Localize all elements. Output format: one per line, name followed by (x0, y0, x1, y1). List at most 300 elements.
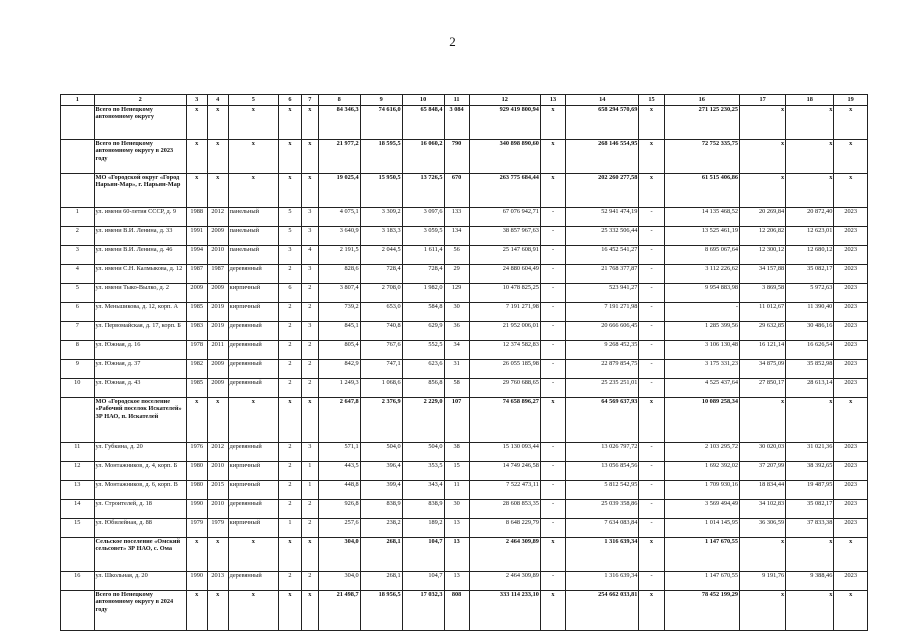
table-cell: х (228, 398, 278, 443)
table-cell: 2 708,0 (360, 284, 402, 303)
table-cell: 2 (278, 500, 301, 519)
table-cell: деревянный (228, 443, 278, 462)
table-row (61, 462, 868, 481)
address-cell: МО «Городское поселение «Рабочий поселок Искателей» ЗР НАО, п. Искателей (94, 398, 186, 443)
table-cell: 13 726,5 (402, 174, 444, 208)
table-cell: 2 (302, 303, 319, 322)
table-cell: х (639, 398, 664, 443)
table-cell: 2019 (207, 322, 228, 341)
table-cell: 838,9 (360, 500, 402, 519)
table-cell: 2023 (834, 462, 868, 481)
header-cell: 8 (318, 95, 360, 106)
table-cell: 129 (444, 284, 469, 303)
table-cell: 2 (278, 322, 301, 341)
table-cell: 25 332 506,44 (566, 227, 639, 246)
table-cell: 13 (444, 519, 469, 538)
table-cell: 2023 (834, 284, 868, 303)
table-cell: 2019 (207, 303, 228, 322)
table-body (61, 95, 868, 631)
table-cell: 29 632,85 (740, 322, 786, 341)
table-row (61, 341, 868, 360)
table-cell: 65 848,4 (402, 106, 444, 140)
table-cell: 3 059,5 (402, 227, 444, 246)
table-cell: 9 191,76 (740, 572, 786, 591)
table-cell: - (639, 341, 664, 360)
table-cell: - (540, 265, 565, 284)
table-cell: 3 084 (444, 106, 469, 140)
table-cell: 2 (278, 360, 301, 379)
table-cell: 7 191 271,98 (566, 303, 639, 322)
table-cell: 443,5 (318, 462, 360, 481)
table-cell: 3 106 130,48 (664, 341, 739, 360)
table-cell: 22 879 854,75 (566, 360, 639, 379)
table-cell: 670 (444, 174, 469, 208)
table-cell: х (834, 538, 868, 572)
table-cell: 35 082,17 (786, 265, 834, 284)
table-cell: 3 (302, 265, 319, 284)
table-cell: 238,2 (360, 519, 402, 538)
table-cell: 2 (278, 443, 301, 462)
header-cell: 1 (61, 95, 95, 106)
table-cell: 20 666 606,45 (566, 322, 639, 341)
table-cell: 1980 (186, 481, 207, 500)
table-cell: х (740, 140, 786, 174)
table-cell: деревянный (228, 265, 278, 284)
table-cell: 1 709 930,16 (664, 481, 739, 500)
table-cell: 19 025,4 (318, 174, 360, 208)
table-cell: - (540, 360, 565, 379)
table-cell: 7 634 083,84 (566, 519, 639, 538)
table-cell: 13 (444, 572, 469, 591)
table-cell: 2023 (834, 443, 868, 462)
table-cell: 17 032,3 (402, 591, 444, 631)
table-cell (61, 398, 95, 443)
table-cell: 31 021,36 (786, 443, 834, 462)
table-row (61, 379, 868, 398)
table-cell: кирпичный (228, 284, 278, 303)
table-cell: х (186, 140, 207, 174)
table-cell: 2 (61, 227, 95, 246)
table-cell: 271 125 230,25 (664, 106, 739, 140)
table-cell: 739,2 (318, 303, 360, 322)
table-cell: 134 (444, 227, 469, 246)
address-cell: ул. Первомайская, д. 17, корп. Б (94, 322, 186, 341)
table-cell: - (639, 208, 664, 227)
table-cell: 629,9 (402, 322, 444, 341)
table-cell: 30 (444, 303, 469, 322)
table-cell: 13 056 854,56 (566, 462, 639, 481)
table-cell: 5 812 542,95 (566, 481, 639, 500)
table-cell: 2009 (207, 284, 228, 303)
table-cell: 396,4 (360, 462, 402, 481)
table-cell: 257,6 (318, 519, 360, 538)
table-cell: х (639, 140, 664, 174)
table-cell: 1987 (186, 265, 207, 284)
table-cell: 21 498,7 (318, 591, 360, 631)
table-cell: 1 (302, 462, 319, 481)
table-cell: 523 941,27 (566, 284, 639, 303)
table-cell: - (540, 462, 565, 481)
table-cell: х (186, 174, 207, 208)
table-cell: 16 (61, 572, 95, 591)
table-cell: х (278, 591, 301, 631)
table-cell: 399,4 (360, 481, 402, 500)
table-cell: 2 464 309,89 (469, 538, 540, 572)
table-cell: х (834, 174, 868, 208)
table-cell: 4 (61, 265, 95, 284)
table-cell: 2023 (834, 360, 868, 379)
table-cell: 6 (61, 303, 95, 322)
table-cell: - (540, 519, 565, 538)
table-cell: 34 102,83 (740, 500, 786, 519)
table-row (61, 246, 868, 265)
table-cell: 2023 (834, 500, 868, 519)
table-cell: 25 147 608,91 (469, 246, 540, 265)
table-cell: 28 608 853,35 (469, 500, 540, 519)
table-cell: 21 977,2 (318, 140, 360, 174)
header-cell: 16 (664, 95, 739, 106)
table-cell: - (540, 208, 565, 227)
summary-row (61, 140, 868, 174)
table-cell: 24 880 604,49 (469, 265, 540, 284)
table-cell: х (278, 398, 301, 443)
address-cell: Всего по Ненецкому автономному округу (94, 106, 186, 140)
address-cell: ул. Южная, д. 16 (94, 341, 186, 360)
table-cell: 268,1 (360, 572, 402, 591)
housing-table (60, 94, 868, 631)
table-cell: 584,8 (402, 303, 444, 322)
summary-row (61, 591, 868, 631)
table-cell: х (228, 591, 278, 631)
table-cell: 1979 (186, 519, 207, 538)
table-cell (61, 140, 95, 174)
table-cell: 14 (61, 500, 95, 519)
table-cell: 9 388,46 (786, 572, 834, 591)
table-cell: 58 (444, 379, 469, 398)
table-cell: 11 (61, 443, 95, 462)
table-cell: 9 (61, 360, 95, 379)
table-cell: 343,4 (402, 481, 444, 500)
table-cell: 18 595,5 (360, 140, 402, 174)
table-cell: 5 (278, 208, 301, 227)
table-cell: х (302, 174, 319, 208)
table-cell: х (834, 398, 868, 443)
address-cell: ул. Меньшикова, д. 12, корп. А (94, 303, 186, 322)
table-cell: 52 941 474,19 (566, 208, 639, 227)
address-cell: ул. имени В.И. Ленина, д. 33 (94, 227, 186, 246)
table-cell: 333 114 233,10 (469, 591, 540, 631)
table-cell: 2 (278, 379, 301, 398)
table-cell: 2023 (834, 208, 868, 227)
table-cell: 12 206,82 (740, 227, 786, 246)
table-cell: 16 626,54 (786, 341, 834, 360)
table-cell: 929 419 800,94 (469, 106, 540, 140)
table-cell: - (540, 227, 565, 246)
table-cell: 1983 (186, 322, 207, 341)
table-cell: 104,7 (402, 572, 444, 591)
table-cell: 2 647,8 (318, 398, 360, 443)
table-cell: 2012 (207, 208, 228, 227)
table-cell: 1 (61, 208, 95, 227)
table-cell: 353,5 (402, 462, 444, 481)
table-cell: 2023 (834, 341, 868, 360)
table-cell: 12 680,12 (786, 246, 834, 265)
table-cell: 9 268 452,35 (566, 341, 639, 360)
table-cell: 3 869,58 (740, 284, 786, 303)
table-cell: х (186, 106, 207, 140)
table-cell: - (639, 360, 664, 379)
table-cell: 805,4 (318, 341, 360, 360)
address-cell: ул. Строителей, д. 18 (94, 500, 186, 519)
table-cell: х (786, 398, 834, 443)
header-cell: 7 (302, 95, 319, 106)
table-cell: х (639, 538, 664, 572)
table-cell: - (639, 572, 664, 591)
table-cell: х (639, 591, 664, 631)
table-cell: 3 640,9 (318, 227, 360, 246)
table-cell: 12 (61, 462, 95, 481)
header-cell: 11 (444, 95, 469, 106)
table-cell: 2012 (207, 443, 228, 462)
table-cell: 3 183,3 (360, 227, 402, 246)
table-cell: 1985 (186, 379, 207, 398)
table-cell: 5 (278, 227, 301, 246)
header-cell: 2 (94, 95, 186, 106)
table-cell: 1990 (186, 500, 207, 519)
table-cell: 2 (302, 360, 319, 379)
table-cell: 21 952 006,01 (469, 322, 540, 341)
table-cell: 1 147 670,55 (664, 538, 739, 572)
table-row (61, 443, 868, 462)
table-cell: х (228, 174, 278, 208)
table-cell: - (540, 284, 565, 303)
table-cell: 3 175 331,23 (664, 360, 739, 379)
table-cell: 1976 (186, 443, 207, 462)
table-cell: 2 (302, 519, 319, 538)
table-cell: 10 089 258,34 (664, 398, 739, 443)
table-cell: - (639, 379, 664, 398)
table-cell: 3 807,4 (318, 284, 360, 303)
summary-row (61, 398, 868, 443)
table-cell: - (639, 462, 664, 481)
table-cell: 838,9 (402, 500, 444, 519)
table-cell: - (639, 519, 664, 538)
table-cell: 15 (61, 519, 95, 538)
table-cell: 78 452 199,29 (664, 591, 739, 631)
table-cell: х (207, 538, 228, 572)
table-cell: 2010 (207, 246, 228, 265)
table-cell: 7 (61, 322, 95, 341)
table-cell: 30 486,16 (786, 322, 834, 341)
table-cell: деревянный (228, 572, 278, 591)
table-cell: 747,1 (360, 360, 402, 379)
table-cell: 1 611,4 (402, 246, 444, 265)
table-cell: х (740, 174, 786, 208)
table-cell: 808 (444, 591, 469, 631)
table-cell: 842,9 (318, 360, 360, 379)
table-cell: 30 020,03 (740, 443, 786, 462)
table-cell: 31 (444, 360, 469, 379)
table-cell: - (639, 246, 664, 265)
table-cell (61, 174, 95, 208)
table-cell: 2 (278, 341, 301, 360)
table-cell: 56 (444, 246, 469, 265)
table-cell: 2023 (834, 322, 868, 341)
table-cell: 1985 (186, 303, 207, 322)
address-cell: ул. имени 60-летия СССР, д. 9 (94, 208, 186, 227)
table-cell: 14 749 246,58 (469, 462, 540, 481)
table-cell: - (639, 265, 664, 284)
table-cell: 1 982,0 (402, 284, 444, 303)
table-cell: 2011 (207, 341, 228, 360)
table-cell: - (540, 443, 565, 462)
table-cell: 448,8 (318, 481, 360, 500)
table-row (61, 500, 868, 519)
table-cell: 1 068,6 (360, 379, 402, 398)
table-cell: х (302, 140, 319, 174)
table-cell: 623,6 (402, 360, 444, 379)
table-cell: х (228, 538, 278, 572)
table-cell: 38 857 967,63 (469, 227, 540, 246)
table-cell: - (664, 303, 739, 322)
table-cell: 21 768 377,87 (566, 265, 639, 284)
header-cell: 14 (566, 95, 639, 106)
table-cell: 189,2 (402, 519, 444, 538)
table-cell: 67 076 942,71 (469, 208, 540, 227)
table-cell: 64 569 637,93 (566, 398, 639, 443)
table-cell: - (639, 303, 664, 322)
table-cell: х (740, 538, 786, 572)
table-cell: 504,0 (402, 443, 444, 462)
table-cell: 20 872,40 (786, 208, 834, 227)
table-cell: панельный (228, 208, 278, 227)
table-cell: 4 525 437,64 (664, 379, 739, 398)
table-cell: х (278, 140, 301, 174)
table-cell: 3 309,2 (360, 208, 402, 227)
table-cell: 30 (444, 500, 469, 519)
table-cell: - (540, 500, 565, 519)
table-cell: 2023 (834, 379, 868, 398)
table-cell: 3 (302, 208, 319, 227)
table-cell: панельный (228, 227, 278, 246)
table-cell: х (186, 398, 207, 443)
table-cell: х (786, 591, 834, 631)
table-cell: х (207, 174, 228, 208)
table-cell: 72 752 335,75 (664, 140, 739, 174)
table-row (61, 208, 868, 227)
table-cell: 36 (444, 322, 469, 341)
table-cell: 28 613,14 (786, 379, 834, 398)
table-cell: 2023 (834, 572, 868, 591)
table-cell: - (540, 379, 565, 398)
table-cell: панельный (228, 246, 278, 265)
table-cell: 2 (302, 572, 319, 591)
table-cell: 268,1 (360, 538, 402, 572)
table-cell: 2 (302, 341, 319, 360)
table-cell: 2023 (834, 227, 868, 246)
table-cell: 15 950,5 (360, 174, 402, 208)
table-cell: 1994 (186, 246, 207, 265)
table-row (61, 303, 868, 322)
table-cell: х (786, 140, 834, 174)
table-cell: 38 392,65 (786, 462, 834, 481)
table-cell: х (278, 538, 301, 572)
table-cell: 6 (278, 284, 301, 303)
table-row (61, 572, 868, 591)
table-cell: х (639, 106, 664, 140)
address-cell: ул. имени С.Н. Калмыкова, д. 12 (94, 265, 186, 284)
table-cell: х (207, 398, 228, 443)
table-cell: 16 452 541,27 (566, 246, 639, 265)
table-cell: 1980 (186, 462, 207, 481)
address-cell: Всего по Ненецкому автономному округу в 2023 году (94, 140, 186, 174)
address-cell: ул. Юбилейная, д. 88 (94, 519, 186, 538)
table-cell: 2 (302, 379, 319, 398)
table-cell: 2 (278, 303, 301, 322)
table-cell: 13 525 461,19 (664, 227, 739, 246)
table-cell: 3 (302, 227, 319, 246)
table-cell: 3 (61, 246, 95, 265)
table-cell: 2009 (207, 360, 228, 379)
table-cell: х (540, 174, 565, 208)
table-cell: х (207, 591, 228, 631)
table-cell: 856,8 (402, 379, 444, 398)
table-cell: 35 852,98 (786, 360, 834, 379)
table-cell: 35 082,17 (786, 500, 834, 519)
table-cell: х (740, 106, 786, 140)
table-cell: 2009 (207, 379, 228, 398)
table-cell: х (786, 174, 834, 208)
table-cell: 16 121,14 (740, 341, 786, 360)
address-cell: ул. Школьная, д. 20 (94, 572, 186, 591)
table-cell: 2023 (834, 519, 868, 538)
table-cell: 1 014 145,95 (664, 519, 739, 538)
table-cell: х (302, 591, 319, 631)
table-cell: х (540, 538, 565, 572)
table-cell: 1 (278, 519, 301, 538)
table-cell: 1987 (207, 265, 228, 284)
table-cell: 7 522 473,11 (469, 481, 540, 500)
table-cell: 2009 (207, 227, 228, 246)
table-cell: 2010 (207, 462, 228, 481)
table-cell: 254 662 033,81 (566, 591, 639, 631)
table-row (61, 481, 868, 500)
header-cell: 10 (402, 95, 444, 106)
table-cell: 504,0 (360, 443, 402, 462)
table-cell: 653,0 (360, 303, 402, 322)
table-cell: 2 (302, 284, 319, 303)
table-cell: 268 146 554,95 (566, 140, 639, 174)
table-cell: 25 235 251,01 (566, 379, 639, 398)
header-cell: 15 (639, 95, 664, 106)
table-cell: 1 285 399,56 (664, 322, 739, 341)
summary-row (61, 538, 868, 572)
table-cell: 202 260 277,58 (566, 174, 639, 208)
table-cell: - (639, 322, 664, 341)
table-row (61, 265, 868, 284)
table-cell (61, 106, 95, 140)
table-cell: 728,4 (360, 265, 402, 284)
address-cell: ул. Южная, д. 37 (94, 360, 186, 379)
table-cell: - (639, 481, 664, 500)
table-cell: - (540, 303, 565, 322)
table-cell: - (639, 443, 664, 462)
table-cell: 3 097,6 (402, 208, 444, 227)
table-cell: кирпичный (228, 481, 278, 500)
table-cell: 26 055 185,98 (469, 360, 540, 379)
table-cell: 658 294 570,69 (566, 106, 639, 140)
table-row (61, 284, 868, 303)
